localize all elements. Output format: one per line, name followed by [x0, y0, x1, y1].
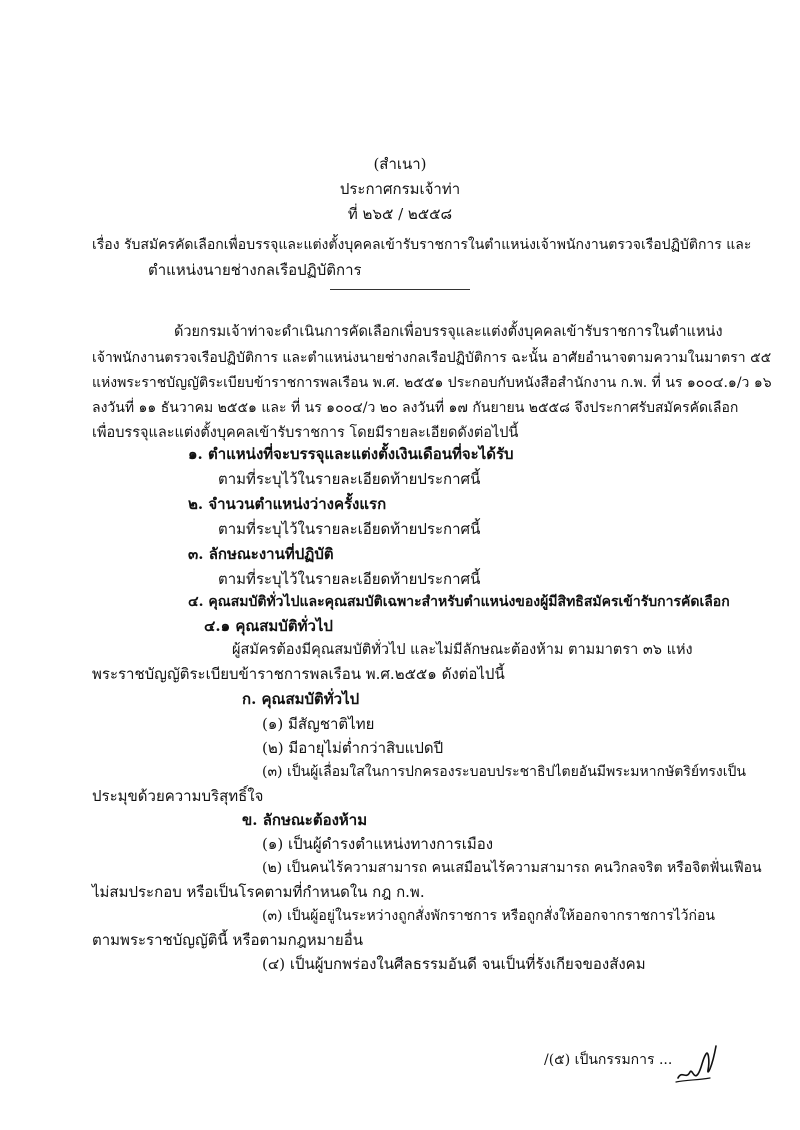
qualification-ka-3b: ประมุขด้วยความบริสุทธิ์ใจ — [92, 787, 264, 805]
qualification-ka-2: (๒) มีอายุไม่ต่ำกว่าสิบแปดปี — [262, 739, 444, 757]
subject-line-2: ตำแหน่งนายช่างกลเรือปฏิบัติการ — [148, 261, 362, 279]
subject-line-1: เรื่อง รับสมัครคัดเลือกเพื่อบรรจุและแต่งตั้งบุคคลเข้ารับราชการในตำแหน่งเจ้าพนักงานตรวจเรือปฏิบัติการ และ — [92, 237, 752, 253]
section-1-title: ๑. ตำแหน่งที่จะบรรจุและแต่งตั้งเงินเดือนที่จะได้รับ — [188, 445, 514, 463]
section-3-title: ๓. ลักษณะงานที่ปฏิบัติ — [188, 545, 334, 563]
section-2-body: ตามที่ระบุไว้ในรายละเอียดท้ายประกาศนี้ — [218, 520, 481, 538]
intro-line-2: เจ้าพนักงานตรวจเรือปฏิบัติการ และตำแหน่งนายช่างกลเรือปฏิบัติการ ฉะนั้น อาศัยอำนาจตามความในมาตรา ๕๕ — [92, 350, 772, 366]
page-footer — [544, 1040, 744, 1090]
prohibition-kho-4: (๔) เป็นผู้บกพร่องในศีลธรรมอันดี จนเป็นที่รังเกียจของสังคม — [262, 955, 646, 973]
section-3-body: ตามที่ระบุไว้ในรายละเอียดท้ายประกาศนี้ — [218, 570, 481, 588]
intro-line-1: ด้วยกรมเจ้าท่าจะดำเนินการคัดเลือกเพื่อบรรจุและแต่งตั้งบุคคลเข้ารับราชการในตำแหน่ง — [174, 324, 723, 340]
section-2-title: ๒. จำนวนตำแหน่งว่างครั้งแรก — [188, 495, 387, 513]
prohibition-kho-3a: (๓) เป็นผู้อยู่ในระหว่างถูกสั่งพักราชการ หรือถูกสั่งให้ออกจากราชการไว้ก่อน — [262, 908, 715, 924]
qualification-ka-1: (๑) มีสัญชาติไทย — [262, 715, 375, 733]
announcement-number: ที่ ๒๖๕ / ๒๕๕๘ — [347, 205, 453, 223]
copy-mark: (สำเนา) — [373, 155, 427, 173]
section-4-1-body-2: พระราชบัญญัติระเบียบข้าราชการพลเรือน พ.ศ.๒๕๕๑ ดังต่อไปนี้ — [92, 665, 505, 683]
prohibition-kho-1: (๑) เป็นผู้ดำรงตำแหน่งทางการเมือง — [262, 835, 494, 853]
agency-title: ประกาศกรมเจ้าท่า — [339, 180, 461, 198]
section-4-1-body-1: ผู้สมัครต้องมีคุณสมบัติทั่วไป และไม่มีลักษณะต้องห้าม ตามมาตรา ๓๖ แห่ง — [232, 642, 693, 658]
section-4-1-title: ๔.๑ คุณสมบัติทั่วไป — [204, 617, 333, 635]
intro-line-3: แห่งพระราชบัญญัติระเบียบข้าราชการพลเรือน พ.ศ. ๒๕๕๑ ประกอบกับหนังสือสำนักงาน ก.พ. ที่ นร ๑๐๐๔.๑/ว ๑๖ — [92, 375, 772, 391]
prohibition-kho-3b: ตามพระราชบัญญัตินี้ หรือตามกฎหมายอื่น — [92, 931, 363, 949]
continuation-note: /(๕) เป็นกรรมการ ... — [544, 1052, 673, 1068]
divider-rule — [330, 289, 470, 290]
section-4-title: ๔. คุณสมบัติทั่วไปและคุณสมบัติเฉพาะสำหรับตำแหน่งของผู้มีสิทธิสมัครเข้ารับการคัดเลือก — [188, 594, 730, 610]
qualification-ka-title: ก. คุณสมบัติทั่วไป — [242, 690, 360, 708]
intro-line-4: ลงวันที่ ๑๑ ธันวาคม ๒๕๕๑ และ ที่ นร ๑๐๐๔/ว ๒๐ ลงวันที่ ๑๗ กันยายน ๒๕๕๘ จึงประกาศรับสมัครคัดเลือก — [92, 400, 739, 416]
initials-signature-icon — [672, 1040, 722, 1088]
intro-line-5: เพื่อบรรจุและแต่งตั้งบุคคลเข้ารับราชการ โดยมีรายละเอียดดังต่อไปนี้ — [92, 425, 519, 441]
section-1-body: ตามที่ระบุไว้ในรายละเอียดท้ายประกาศนี้ — [218, 470, 481, 488]
prohibition-kho-2a: (๒) เป็นคนไร้ความสามารถ คนเสมือนไร้ความสามารถ คนวิกลจริต หรือจิตฟั่นเฟือน — [262, 860, 762, 876]
prohibition-kho-2b: ไม่สมประกอบ หรือเป็นโรคตามที่กำหนดใน กฎ ก.พ. — [92, 883, 425, 901]
qualification-ka-3a: (๓) เป็นผู้เลื่อมใสในการปกครองระบอบประชาธิปไตยอันมีพระมหากษัตริย์ทรงเป็น — [262, 764, 746, 780]
prohibition-kho-title: ข. ลักษณะต้องห้าม — [242, 811, 368, 829]
